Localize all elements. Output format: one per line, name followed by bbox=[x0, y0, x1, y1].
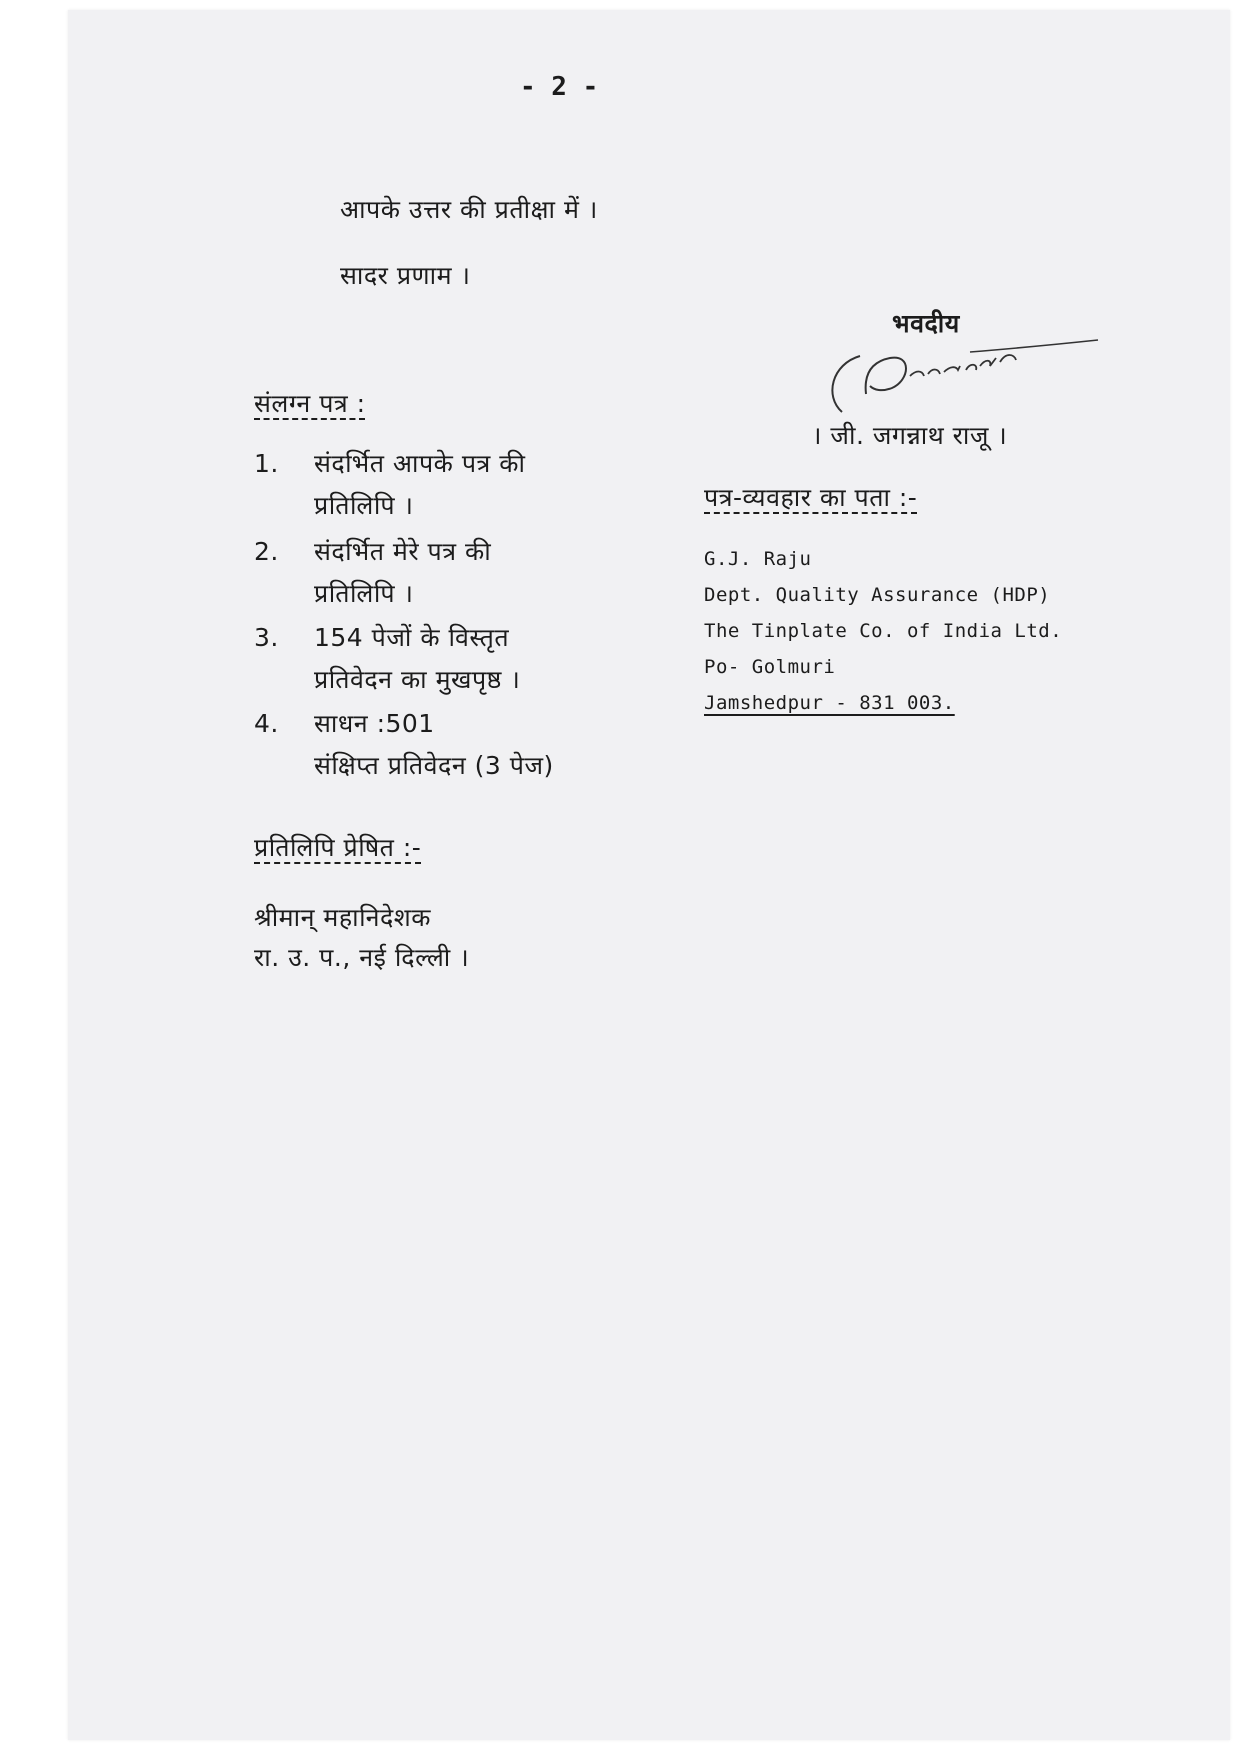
copy-to-line: रा. उ. प., नई दिल्ली । bbox=[254, 943, 470, 972]
correspondence-heading: पत्र-व्यवहार का पता :- bbox=[704, 483, 918, 512]
closing-line-awaiting-reply: आपके उत्तर की प्रतीक्षा में । bbox=[340, 195, 598, 224]
attachments-heading: संलग्न पत्र : bbox=[254, 389, 366, 418]
attachment-item bbox=[254, 620, 520, 696]
attachment-number: 1. bbox=[254, 449, 279, 478]
attachment-number: 2. bbox=[254, 537, 279, 566]
attachment-line: प्रतिवेदन का मुखपृष्ठ । bbox=[314, 665, 521, 694]
address-line: G.J. Raju bbox=[704, 548, 812, 570]
attachment-line: प्रतिलिपि । bbox=[314, 579, 414, 608]
document-page bbox=[68, 10, 1230, 1740]
copy-to-line: श्रीमान् महानिदेशक bbox=[254, 903, 431, 932]
closing-line-regards: सादर प्रणाम । bbox=[340, 261, 471, 290]
attachment-line: साधन :501 bbox=[314, 709, 435, 738]
copy-to-heading: प्रतिलिपि प्रेषित :- bbox=[254, 833, 422, 862]
attachment-line: संदर्भित आपके पत्र की bbox=[314, 449, 526, 478]
attachment-number: 4. bbox=[254, 709, 279, 738]
attachment-item bbox=[254, 446, 525, 522]
valediction: भवदीय bbox=[892, 309, 960, 338]
address-line: The Tinplate Co. of India Ltd. bbox=[704, 620, 1063, 642]
handwritten-signature bbox=[820, 336, 1100, 426]
address-line: Jamshedpur - 831 003. bbox=[704, 692, 955, 714]
signatory-name: । जी. जगन्नाथ राजू । bbox=[812, 421, 1008, 450]
attachment-item bbox=[254, 706, 554, 782]
attachment-line: 154 पेजों के विस्तृत bbox=[314, 623, 510, 652]
attachment-line: संक्षिप्त प्रतिवेदन (3 पेज) bbox=[314, 751, 554, 780]
attachment-line: प्रतिलिपि । bbox=[314, 491, 414, 520]
attachment-line: संदर्भित मेरे पत्र की bbox=[314, 537, 492, 566]
page-number: - 2 - bbox=[520, 72, 599, 102]
address-line: Dept. Quality Assurance (HDP) bbox=[704, 584, 1051, 606]
address-line: Po- Golmuri bbox=[704, 656, 836, 678]
attachment-item bbox=[254, 534, 491, 610]
attachment-number: 3. bbox=[254, 623, 279, 652]
